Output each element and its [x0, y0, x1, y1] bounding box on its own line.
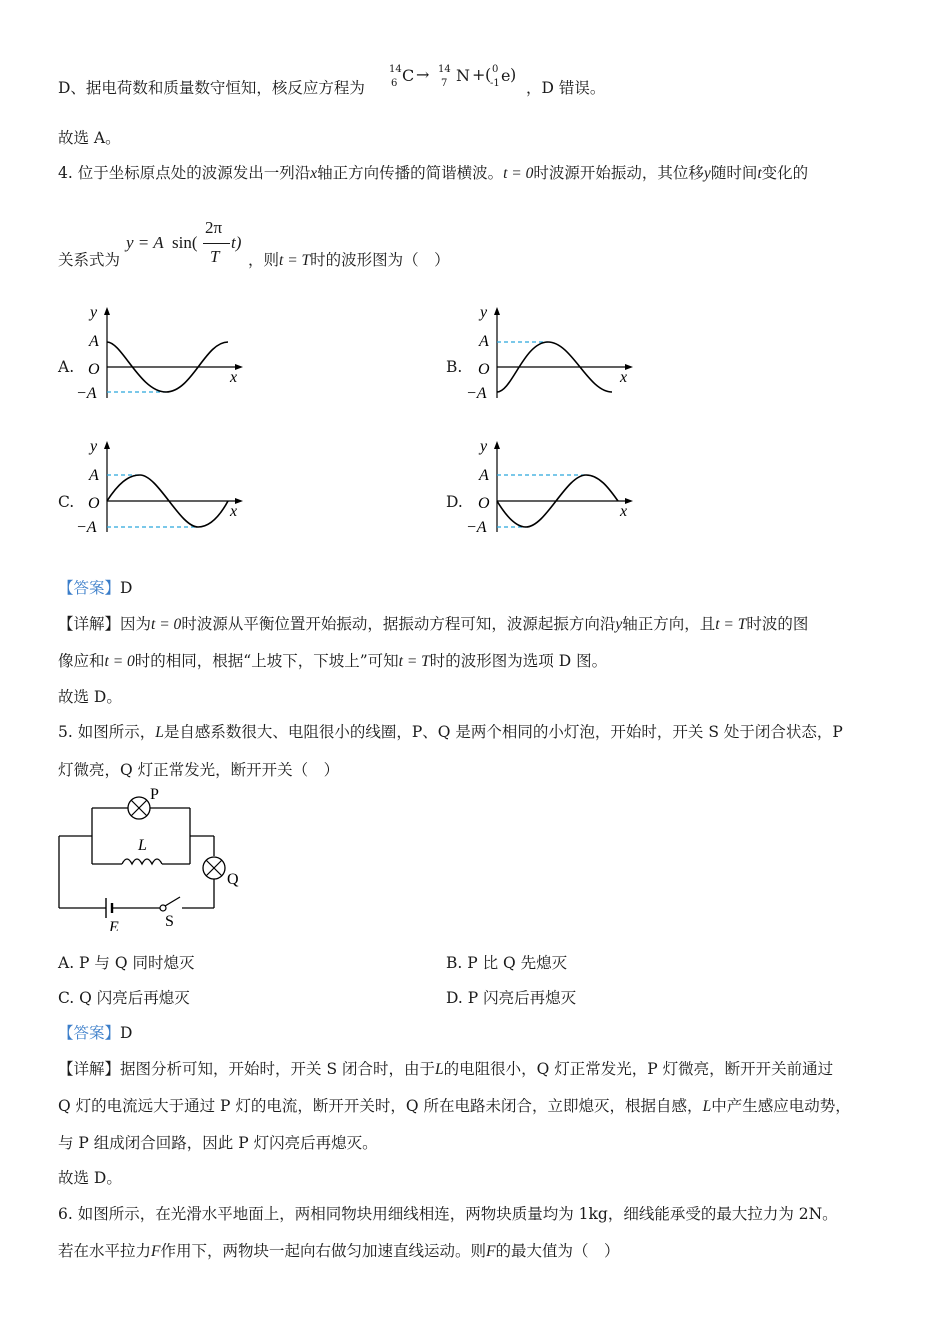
carbon-symbol: C: [402, 66, 415, 85]
wave-formula: y = A sin( 2π T t): [126, 218, 242, 266]
n-mass-number: 14: [438, 64, 451, 75]
y-axis-arrow-icon: [494, 441, 500, 449]
inductor-coil-icon: [122, 859, 162, 864]
y-label: y: [90, 304, 98, 321]
q5-answer: 【答案】D: [58, 1024, 133, 1042]
origin-label: O: [88, 361, 100, 378]
inductor-label: L: [138, 837, 147, 854]
q4-detail-line1: 【详解】因为t = 0时波源从平衡位置开始振动，据振动方程可知，波源起振方向沿y轴正方向，且t = T时波的图: [58, 615, 809, 633]
a-label: A: [89, 333, 99, 350]
origin-label: O: [478, 495, 490, 512]
neg-a-label: −A: [76, 519, 97, 536]
wave-graph-a[interactable]: [70, 298, 250, 408]
e-atomic-number: -1: [490, 78, 500, 89]
neg-a-label: −A: [76, 385, 97, 402]
origin-label: O: [478, 361, 490, 378]
origin-label: O: [88, 495, 100, 512]
y-axis-arrow-icon: [104, 441, 110, 449]
x-label: x: [230, 503, 238, 520]
plus-sign: +: [472, 65, 486, 84]
q5-detail-line2: Q 灯的电流远大于通过 P 灯的电流，断开开关时，Q 所在电路未闭合，立即熄灭，根据自感，L中产生感应电动势，: [58, 1097, 851, 1115]
n-atomic-number: 7: [441, 78, 448, 89]
q4-answer: 【答案】D: [58, 579, 133, 597]
q4-stem-line1: 4. 位于坐标原点处的波源发出一列沿x轴正方向传播的简谐横波。t = 0时波源开始振动，其位移y随时间t变化的: [58, 164, 809, 182]
q6-stem-line2: 若在水平拉力F作用下，两物块一起向右做匀加速直线运动。则F的最大值为（ ）: [58, 1242, 620, 1260]
q5-option-c[interactable]: C. Q 闪亮后再熄灭: [58, 989, 190, 1007]
a-label: A: [479, 467, 489, 484]
arrow: →: [416, 65, 430, 84]
option-d-line: D、据电荷数和质量数守恒知，核反应方程为: [58, 79, 365, 97]
q5-option-d[interactable]: D. P 闪亮后再熄灭: [446, 989, 577, 1007]
battery-label: E: [109, 919, 119, 931]
q5-detail-line3: 与 P 组成闭合回路，因此 P 灯闪亮后再熄灭。: [58, 1134, 378, 1152]
battery-icon: [106, 898, 112, 918]
c-atomic-number: 6: [391, 78, 398, 89]
q3-conclusion: 故选 A。: [58, 129, 121, 147]
y-label: y: [480, 438, 488, 455]
option-a-label[interactable]: A.: [58, 358, 75, 376]
lamp-p-icon: [128, 797, 150, 819]
option-d-label[interactable]: D.: [446, 493, 463, 511]
wave-graph-b[interactable]: [460, 298, 640, 408]
e-mass-number: 0: [492, 64, 499, 75]
q5-conclusion: 故选 D。: [58, 1169, 122, 1187]
x-label: x: [620, 369, 628, 386]
wave-graph-d[interactable]: [460, 432, 640, 542]
circuit-diagram: [56, 786, 256, 931]
q5-option-b[interactable]: B. P 比 Q 先熄灭: [446, 954, 568, 972]
neg-a-label: −A: [466, 519, 487, 536]
y-label: y: [90, 438, 98, 455]
q4-stem-line2-suffix: ，则t = T时的波形图为（ ）: [248, 251, 450, 269]
lamp-q-label: Q: [227, 871, 239, 888]
option-d-suffix: ，D 错误。: [526, 79, 606, 97]
electron-symbol: e: [501, 66, 511, 85]
q4-stem-line2-prefix: 关系式为: [58, 251, 121, 269]
nuclear-equation: 14 6 C → 14 7 N + ( 0 -1 e ): [389, 64, 517, 89]
neg-a-label: −A: [466, 385, 487, 402]
q5-stem-line1: 5. 如图所示，L是自感系数很大、电阻很小的线圈，P、Q 是两个相同的小灯泡，开始时，开关 S 处于闭合状态，P: [58, 723, 843, 741]
option-b-label[interactable]: B.: [446, 358, 463, 376]
a-label: A: [479, 333, 489, 350]
switch-icon: [160, 897, 180, 911]
y-axis-arrow-icon: [104, 307, 110, 315]
x-label: x: [620, 503, 628, 520]
lamp-q-icon: [203, 857, 225, 879]
q5-stem-line2: 灯微亮，Q 灯正常发光，断开开关（ ）: [58, 761, 340, 779]
q6-stem-line1: 6. 如图所示，在光滑水平地面上，两相同物块用细线相连，两物块质量均为 1kg，细线能承受的最大拉力为 2N。: [58, 1205, 838, 1223]
q4-conclusion: 故选 D。: [58, 688, 122, 706]
lamp-p-label: P: [150, 786, 159, 803]
x-label: x: [230, 369, 238, 386]
q5-detail-line1: 【详解】据图分析可知，开始时，开关 S 闭合时，由于L的电阻很小，Q 灯正常发光，P 灯微亮，断开开关前通过: [58, 1060, 834, 1078]
q4-detail-line2: 像应和t = 0时的相同，根据“上坡下，下坡上”可知t = T时的波形图为选项 D 图。: [58, 652, 608, 670]
c-mass-number: 14: [389, 64, 402, 75]
y-axis-arrow-icon: [494, 307, 500, 315]
nitrogen-symbol: N: [456, 66, 470, 85]
option-c-label[interactable]: C.: [58, 493, 75, 511]
y-label: y: [480, 304, 488, 321]
q5-option-a[interactable]: A. P 与 Q 同时熄灭: [58, 954, 195, 972]
switch-label: S: [165, 913, 174, 930]
wave-graph-c[interactable]: [70, 432, 250, 542]
a-label: A: [89, 467, 99, 484]
